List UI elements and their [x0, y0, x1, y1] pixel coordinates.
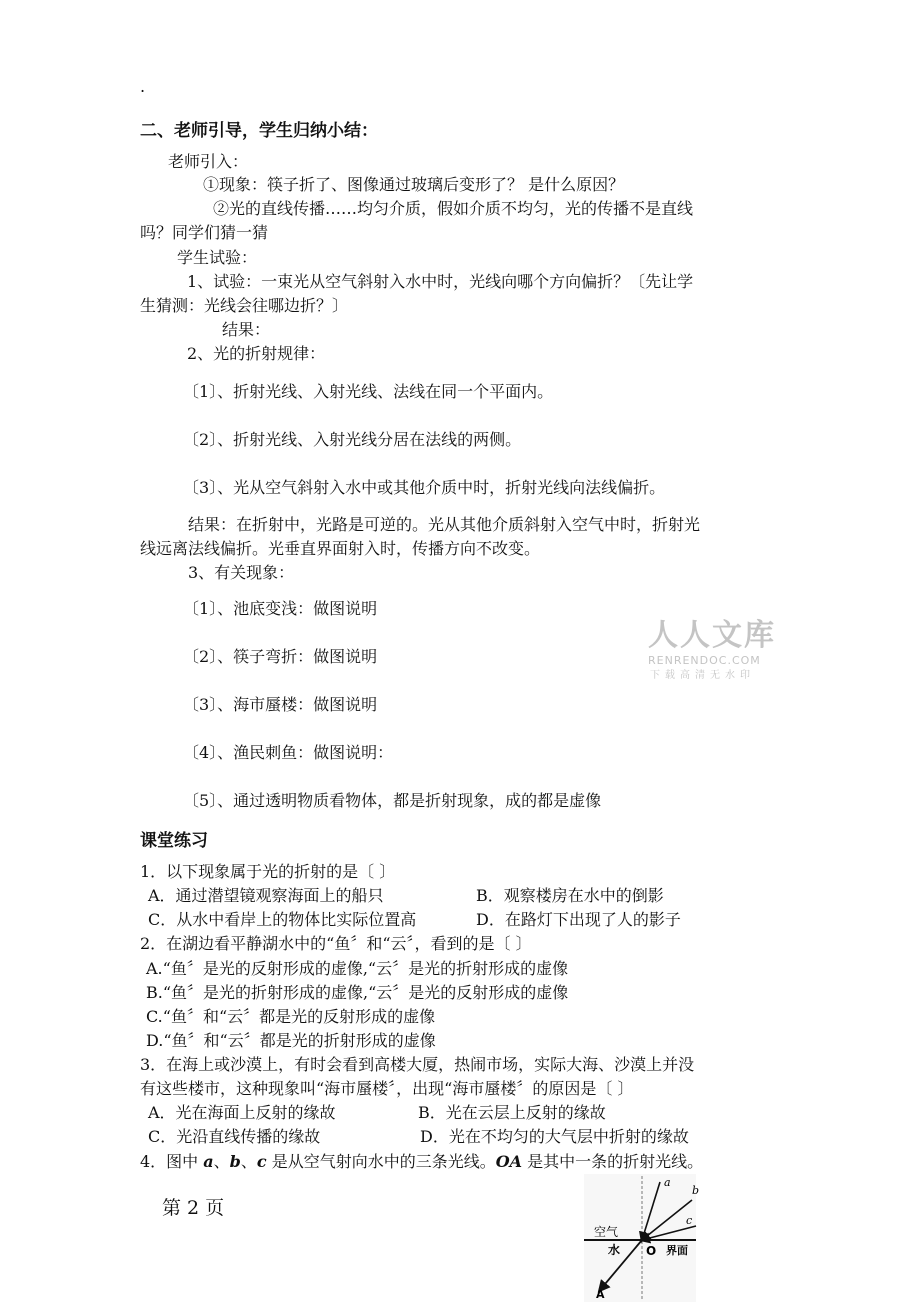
section-title: 二、老师引导，学生归纳小结：: [140, 121, 378, 141]
label-c: c: [686, 1214, 693, 1227]
q1-option-c: C．从水中看岸上的物体比实际位置高: [148, 910, 417, 929]
q4-text-mid: 是从空气射向水中的三条光线。: [266, 1152, 496, 1171]
rule-2: 〔2〕、折射光线、入射光线分居在法线的两侧。: [183, 430, 522, 449]
intro-paragraph-2b: 吗？同学们猜一猜: [140, 223, 269, 242]
label-O: O: [646, 1244, 657, 1258]
practice-title: 课堂练习: [140, 831, 208, 851]
q1-option-a: A．通过潜望镜观察海面上的船只: [148, 886, 384, 905]
label-A: A: [596, 1288, 605, 1301]
q4-sep-1: 、: [213, 1152, 230, 1171]
phenomena-label: 3、有关现象：: [188, 563, 295, 582]
q3-option-d: D．光在不均匀的大气层中折射的缘故: [420, 1127, 689, 1146]
intro-label: 老师引入：: [168, 152, 249, 171]
q3-option-b: B．光在云层上反射的缘故: [418, 1103, 606, 1122]
q4-text-end: 是其中一条的折射光线。: [522, 1152, 704, 1171]
conclusion-a: 结果：在折射中，光路是可逆的。光从其他介质斜射入空气中时，折射光: [188, 515, 701, 534]
conclusion-b: 线远离法线偏折。光垂直界面射入时，传播方向不改变。: [140, 539, 541, 558]
q1-stem: 1．以下现象属于光的折射的是〔 〕: [140, 862, 396, 881]
phenomenon-4: 〔4〕、渔民刺鱼：做图说明：: [183, 743, 394, 762]
label-a: a: [664, 1176, 671, 1189]
q4-var-c: c: [256, 1152, 267, 1171]
intro-paragraph-1: ①现象：筷子折了、图像通过玻璃后变形了？ 是什么原因？: [203, 175, 625, 194]
q2-option-a: A.“鱼〞是光的反射形成的虚像,“云〞是光的折射形成的虚像: [146, 959, 569, 978]
q3-option-a: A．光在海面上反射的缘故: [148, 1103, 336, 1122]
watermark-domain: RENRENDOC.COM: [648, 654, 761, 667]
q4-var-oa: OA: [495, 1152, 523, 1171]
experiment-2: 2、光的折射规律：: [187, 344, 326, 363]
experiment-1a: 1、试验：一束光从空气斜射入水中时，光线向哪个方向偏折？〔先让学: [187, 272, 694, 291]
q3-option-c: C．光沿直线传播的缘故: [148, 1127, 321, 1146]
label-b: b: [692, 1184, 700, 1197]
phenomenon-5: 〔5〕、通过透明物质看物体，都是折射现象，成的都是虚像: [183, 791, 602, 810]
q4-var-a: a: [203, 1152, 214, 1171]
q2-option-b: B.“鱼〞是光的折射形成的虚像,“云〞是光的反射形成的虚像: [146, 983, 569, 1002]
q3-stem-b: 有这些楼市，这种现象叫“海市蜃楼〞，出现“海市蜃楼〞的原因是〔 〕: [140, 1079, 634, 1098]
q1-option-b: B．观察楼房在水中的倒影: [476, 886, 664, 905]
phenomenon-3: 〔3〕、海市蜃楼：做图说明: [183, 695, 378, 714]
watermark-title: 人人文库: [648, 618, 776, 653]
q4-var-b: b: [229, 1152, 241, 1171]
label-interface: 界面: [666, 1244, 688, 1257]
label-air: 空气: [594, 1225, 619, 1239]
label-water: 水: [608, 1243, 621, 1257]
rule-3: 〔3〕、光从空气斜射入水中或其他介质中时，折射光线向法线偏折。: [183, 478, 666, 497]
phenomenon-2: 〔2〕、筷子弯折：做图说明: [183, 647, 378, 666]
experiment-result-label: 结果：: [222, 320, 271, 339]
q3-stem-a: 3．在海上或沙漠上，有时会看到高楼大厦，热闹市场，实际大海、沙漠上并没: [140, 1055, 695, 1074]
page-number: 第 2 页: [162, 1197, 225, 1219]
q4-sep-2: 、: [240, 1152, 257, 1171]
experiment-label: 学生试验：: [177, 248, 258, 267]
intro-paragraph-2a: ②光的直线传播……均匀介质，假如介质不均匀，光的传播不是直线: [213, 199, 694, 218]
refraction-diagram: [580, 1174, 700, 1302]
q4-stem: [140, 1151, 703, 1173]
q4-text-pre: 4．图中: [140, 1152, 204, 1171]
q1-option-d: D．在路灯下出现了人的影子: [476, 910, 681, 929]
q2-option-d: D.“鱼〞和“云〞都是光的折射形成的虚像: [146, 1031, 436, 1050]
q2-stem: 2．在湖边看平静湖水中的“鱼〞和“云〞，看到的是〔 〕: [140, 934, 532, 953]
experiment-1b: 生猜测：光线会往哪边折？〕: [140, 296, 349, 315]
phenomenon-1: 〔1〕、池底变浅：做图说明: [183, 599, 378, 618]
rule-1: 〔1〕、折射光线、入射光线、法线在同一个平面内。: [183, 382, 554, 401]
top-dot: .: [140, 77, 146, 96]
q2-option-c: C.“鱼〞和“云〞都是光的反射形成的虚像: [146, 1007, 436, 1026]
watermark-tagline: 下载高清无水印: [650, 670, 755, 681]
